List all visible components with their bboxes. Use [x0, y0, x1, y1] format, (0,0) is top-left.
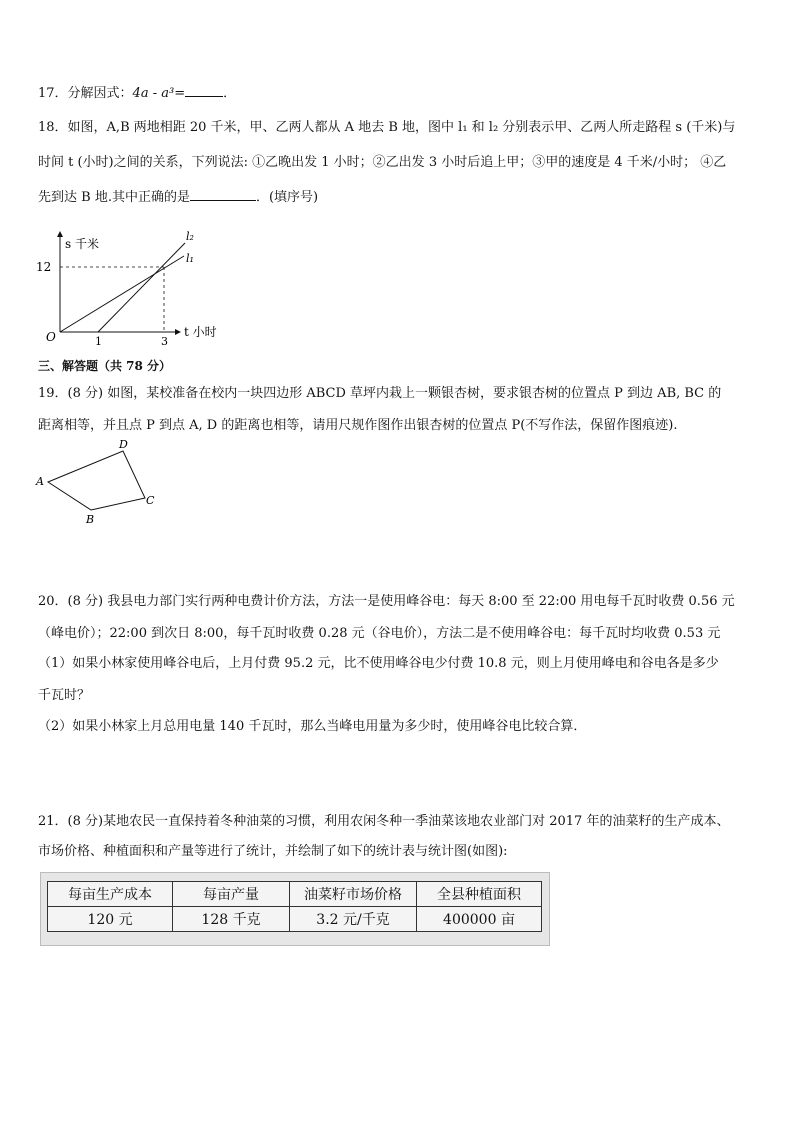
question-17: [38, 84, 236, 102]
q17-answer-blank[interactable]: [185, 84, 223, 97]
q18-line-3: [38, 188, 318, 206]
q18-line-2: 时间 t (小时)之间的关系，下列说法: ①乙晚出发 1 小时；②乙出发 3 小时后追上甲；③甲的速度是 4 千米/小时； ④乙: [38, 155, 727, 170]
vertex-d-label: D: [119, 438, 128, 451]
q20-line-5: （2）如果小林家上月总用电量 140 千瓦时，那么当峰电用量为多少时，使用峰谷电比较合算．: [38, 719, 587, 734]
q19-line-2: 距离相等，并且点 P 到点 A, D 的距离也相等，请用尺规作图作出银杏树的位置点 P(不写作法，保留作图痕迹).: [38, 418, 678, 433]
q17-suffix: ．: [223, 86, 237, 101]
y-tick-12: 12: [36, 260, 52, 274]
table-header-cell: 每亩产量: [173, 882, 290, 907]
label-l2: l₂: [186, 230, 194, 243]
q18-distance-time-graph: [30, 222, 250, 347]
table-cell: 128 千克: [173, 907, 290, 932]
line-l2: [98, 243, 185, 332]
label-l1: l₁: [186, 252, 194, 265]
q18-line-1: 18．如图，A,B 两地相距 20 千米，甲、乙两人都从 A 地去 B 地，图中 l₁ 和 l₂ 分别表示甲、乙两人所走路程 s (千米)与: [38, 120, 736, 135]
table-header-cell: 全县种植面积: [417, 882, 542, 907]
q20-line-3: （1）如果小林家使用峰谷电后，上月付费 95.2 元，比不使用峰谷电少付费 10.8 元，则上月使用峰电和谷电各是多少: [38, 656, 719, 671]
q21-line-2: 市场价格、种植面积和产量等进行了统计，并绘制了如下的统计表与统计图(如图):: [38, 844, 508, 859]
q17-expression: 4a - a³=: [132, 86, 186, 101]
x-tick-1: 1: [95, 335, 102, 347]
q18-answer-blank[interactable]: [190, 188, 256, 201]
q20-line-2: （峰电价）；22:00 到次日 8:00，每千瓦时收费 0.28 元（谷电价），方法二是不使用峰谷电：每千瓦时均收费 0.53 元: [38, 626, 721, 641]
q19-line-1: 19．(8 分) 如图，某校准备在校内一块四边形 ABCD 草坪内栽上一颗银杏树，要求银杏树的位置点 P 到边 AB, BC 的: [38, 386, 722, 401]
table-cell: 3.2 元/千克: [290, 907, 417, 932]
q21-line-1: 21．(8 分)某地农民一直保持着冬种油菜的习惯，利用农闲冬种一季油菜该地农业部门对 2017 年的油菜籽的生产成本、: [38, 814, 730, 829]
q17-prefix: 17．分解因式：: [38, 86, 133, 101]
table-header-cell: 油菜籽市场价格: [290, 882, 417, 907]
table-row: [48, 907, 542, 932]
q21-statistics-table: [40, 872, 550, 946]
table-cell: 120 元: [48, 907, 173, 932]
table-header-row: [48, 882, 542, 907]
q20-line-4: 千瓦时？: [38, 688, 91, 703]
vertex-b-label: B: [86, 513, 95, 526]
table-cell: 400000 亩: [417, 907, 542, 932]
quadrilateral-shape: [48, 451, 145, 510]
vertex-c-label: C: [146, 494, 155, 507]
table-header-cell: 每亩生产成本: [48, 882, 173, 907]
q18-line-3-suffix: ．(填序号): [255, 190, 319, 205]
x-axis-label: t 小时: [184, 325, 217, 339]
y-axis-label: s 千米: [65, 237, 99, 251]
q20-line-1: 20．(8 分) 我县电力部门实行两种电费计价方法，方法一是使用峰谷电：每天 8:00 至 22:00 用电每千瓦时收费 0.56 元: [38, 594, 735, 609]
q18-line-3-prefix: 先到达 B 地.其中正确的是: [38, 190, 190, 205]
origin-label: O: [46, 330, 56, 344]
vertex-a-label: A: [36, 475, 44, 488]
x-tick-3: 3: [161, 335, 168, 347]
q19-quadrilateral-abcd: [32, 438, 172, 530]
section-3-title: 三、解答题（共 78 分）: [38, 359, 172, 373]
